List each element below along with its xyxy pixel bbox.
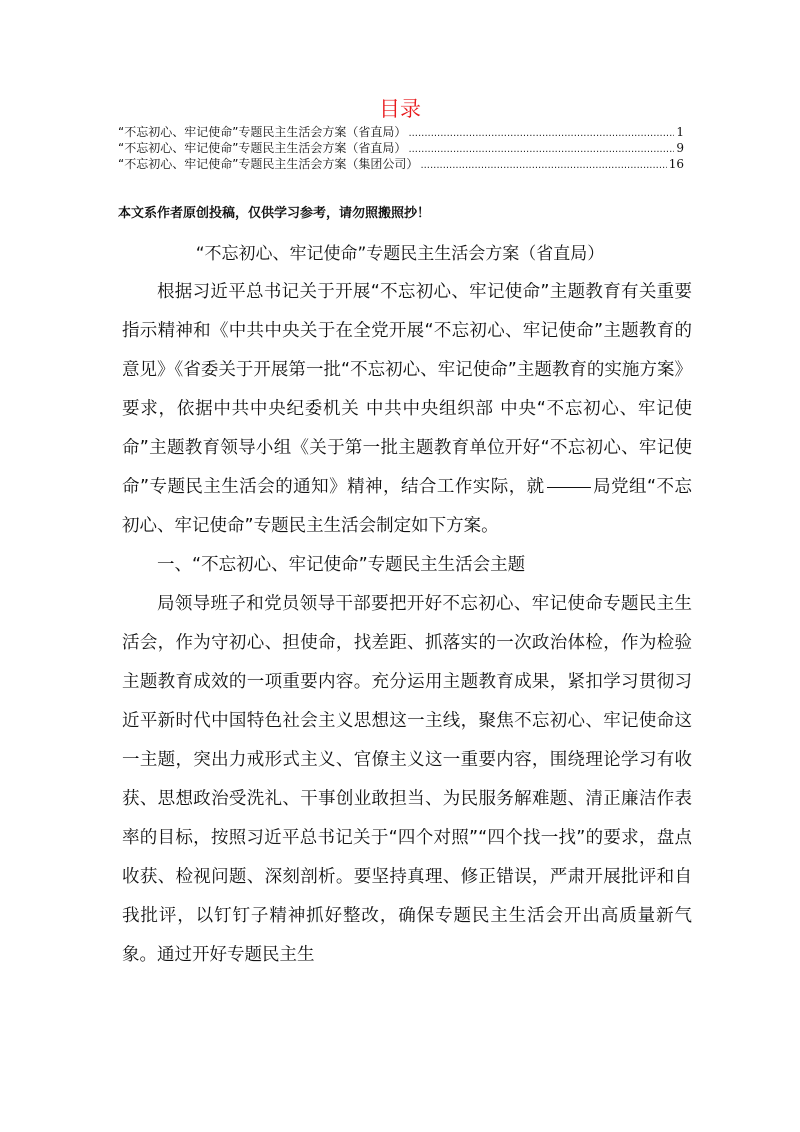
paragraph-intro <box>122 273 692 546</box>
document-body <box>122 273 692 975</box>
document-heading: “不忘初心、牢记使命”专题民主生活会方案（省直局） <box>195 244 605 264</box>
toc-entry-page: 9 <box>676 141 684 155</box>
toc-entry-text: “不忘初心、牢记使命”专题民主生活会方案（省直局） <box>118 125 407 139</box>
fill-in-blank <box>547 486 591 488</box>
table-of-contents <box>118 124 684 172</box>
toc-entry-text: “不忘初心、牢记使命”专题民主生活会方案（集团公司） <box>118 157 419 171</box>
toc-title: 目录 <box>379 97 421 121</box>
toc-leader-dots <box>408 126 674 142</box>
toc-entry[interactable] <box>118 156 684 172</box>
paragraph-theme: 局领导班子和党员领导干部要把开好不忘初心、牢记使命专题民主生活会，作为守初心、担使命，找差距、抓落实的一次政治体检，作为检验主题教育成效的一项重要内容。充分运用主题教育成果，紧扣学习贯彻习近平新时代中国特色社会主义思想这一主线，聚焦不忘初心、牢记使命这一主题，突出力戒形式主义、官僚主义这一重要内容，围绕理论学习有收获、思想政治受洗礼、干事创业敢担当、为民服务解难题、清正廉洁作表率的目标，按照习近平总书记关于“四个对照”“四个找一找”的要求，盘点收获、检视问题、深刻剖析。要坚持真理、修正错误，严肃开展批评和自我批评，以钉钉子精神抓好整改，确保专题民主生活会开出高质量新气象。通过开好专题民主生 <box>122 594 692 965</box>
toc-entry-text: “不忘初心、牢记使命”专题民主生活会方案（省直局） <box>118 141 407 155</box>
paragraph-intro-text-cont: 局党组“不忘初心、牢记使命”专题民主生活会制定如下方案。 <box>122 477 692 536</box>
toc-entry[interactable] <box>118 140 684 156</box>
section-heading: 一、“不忘初心、牢记使命”专题民主生活会主题 <box>157 555 526 575</box>
toc-leader-dots <box>408 142 674 158</box>
toc-entry[interactable] <box>118 124 684 140</box>
toc-leader-dots <box>420 158 666 174</box>
toc-entry-page: 1 <box>676 125 684 139</box>
toc-entry-page: 16 <box>668 157 684 171</box>
copyright-notice: 本文系作者原创投稿，仅供学习参考，请勿照搬照抄！ <box>118 206 431 221</box>
paragraph-intro-text: 根据习近平总书记关于开展“不忘初心、牢记使命”主题教育有关重要指示精神和《中共中央关于在全党开展“不忘初心、牢记使命”主题教育的意见》《省委关于开展第一批“不忘初心、牢记使命”主题教育的实施方案》要求，依据中共中央纪委机关 中共中央组织部 中央“不忘初心、牢记使命”主题教育领导小组《关于第一批主题教育单位开好“不忘初心、牢记使命”专题民主生活会的通知》精神，结合工作实际，就 <box>122 282 692 497</box>
